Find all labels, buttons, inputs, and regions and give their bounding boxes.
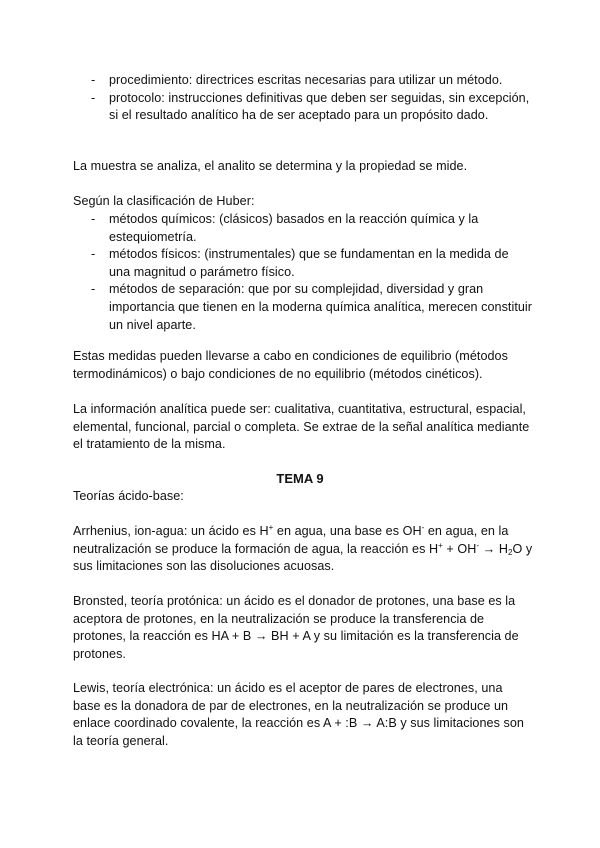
list-item-text: métodos químicos: (clásicos) basados en la reacción química y la estequiometría. [109, 212, 479, 244]
dash-bullet: - [91, 90, 96, 105]
superscript: - [476, 540, 480, 550]
huber-methods-list [73, 211, 533, 334]
section-heading: TEMA 9 [276, 471, 324, 486]
superscript: + [438, 540, 443, 550]
text-run: + OH [442, 541, 477, 556]
list-item [73, 90, 533, 125]
superscript: - [421, 523, 425, 532]
list-item [73, 281, 533, 334]
dash-bullet: - [91, 212, 96, 226]
paragraph: Estas medidas pueden llevarse a cabo en condiciones de equilibrio (métodos termodinámicos) o bajo condiciones de no equilibrio (métodos cinéticos). [73, 349, 508, 381]
paragraph: Teorías ácido-base: [73, 489, 184, 503]
paragraph: La muestra se analiza, el analito se determina y la propiedad se mide. [73, 159, 468, 173]
list-item [73, 211, 533, 246]
paragraph: Según la clasificación de Huber: [73, 194, 255, 208]
paragraph: Lewis, teoría electrónica: un ácido es el aceptor de pares de electrones, una base es la donadora de par de electrones, en la neutralización se produce un enlace coordinado covalente, la reacción es A + :B → A:B y sus limitaciones son la teoría general. [73, 681, 524, 748]
subscript: 2 [507, 547, 513, 557]
list-item-text: procedimiento: directrices escritas necesarias para utilizar un método. [109, 73, 503, 87]
dash-bullet: - [91, 247, 96, 262]
list-item-text: métodos de separación: que por su complejidad, diversidad y gran importancia que tienen en la moderna química analítica, merecen constituir un nivel aparte. [109, 282, 533, 332]
list-item-text: métodos físicos: (instrumentales) que se fundamentan en la medida de una magnitud o parámetro físico. [109, 247, 509, 279]
text-run: → H [479, 541, 508, 556]
list-item [73, 72, 533, 90]
text-run: en agua, una base es OH [273, 524, 422, 538]
text-run: Arrhenius, ion-agua: un ácido es H [73, 524, 269, 538]
text-run: en agua, en la neutralización se produce la formación de agua, la reacción es H [73, 524, 509, 556]
dash-bullet: - [91, 73, 96, 87]
superscript: + [268, 523, 274, 532]
paragraph: Bronsted, teoría protónica: un ácido es el donador de protones, una base es la aceptora de protones, en la neutralización se produce la transferencia de protones, la reacción es HA + B → BH + A y su limitación es la transferencia de protones. [73, 594, 519, 661]
dash-bullet: - [91, 282, 96, 297]
list-item [73, 246, 533, 281]
definitions-list [73, 72, 533, 125]
arrhenius-paragraph [73, 523, 533, 576]
paragraph: La información analítica puede ser: cualitativa, cuantitativa, estructural, espacial, elemental, funcional, parcial o completa. Se extrae de la señal analítica mediante el tratamiento de la misma. [73, 402, 530, 452]
list-item-text: protocolo: instrucciones definitivas que deben ser seguidas, sin excepción, si el resultado analítico ha de ser aceptado para un propósito dado. [109, 90, 530, 123]
text-run: O y sus limitaciones son las disoluciones acuosas. [73, 541, 533, 574]
